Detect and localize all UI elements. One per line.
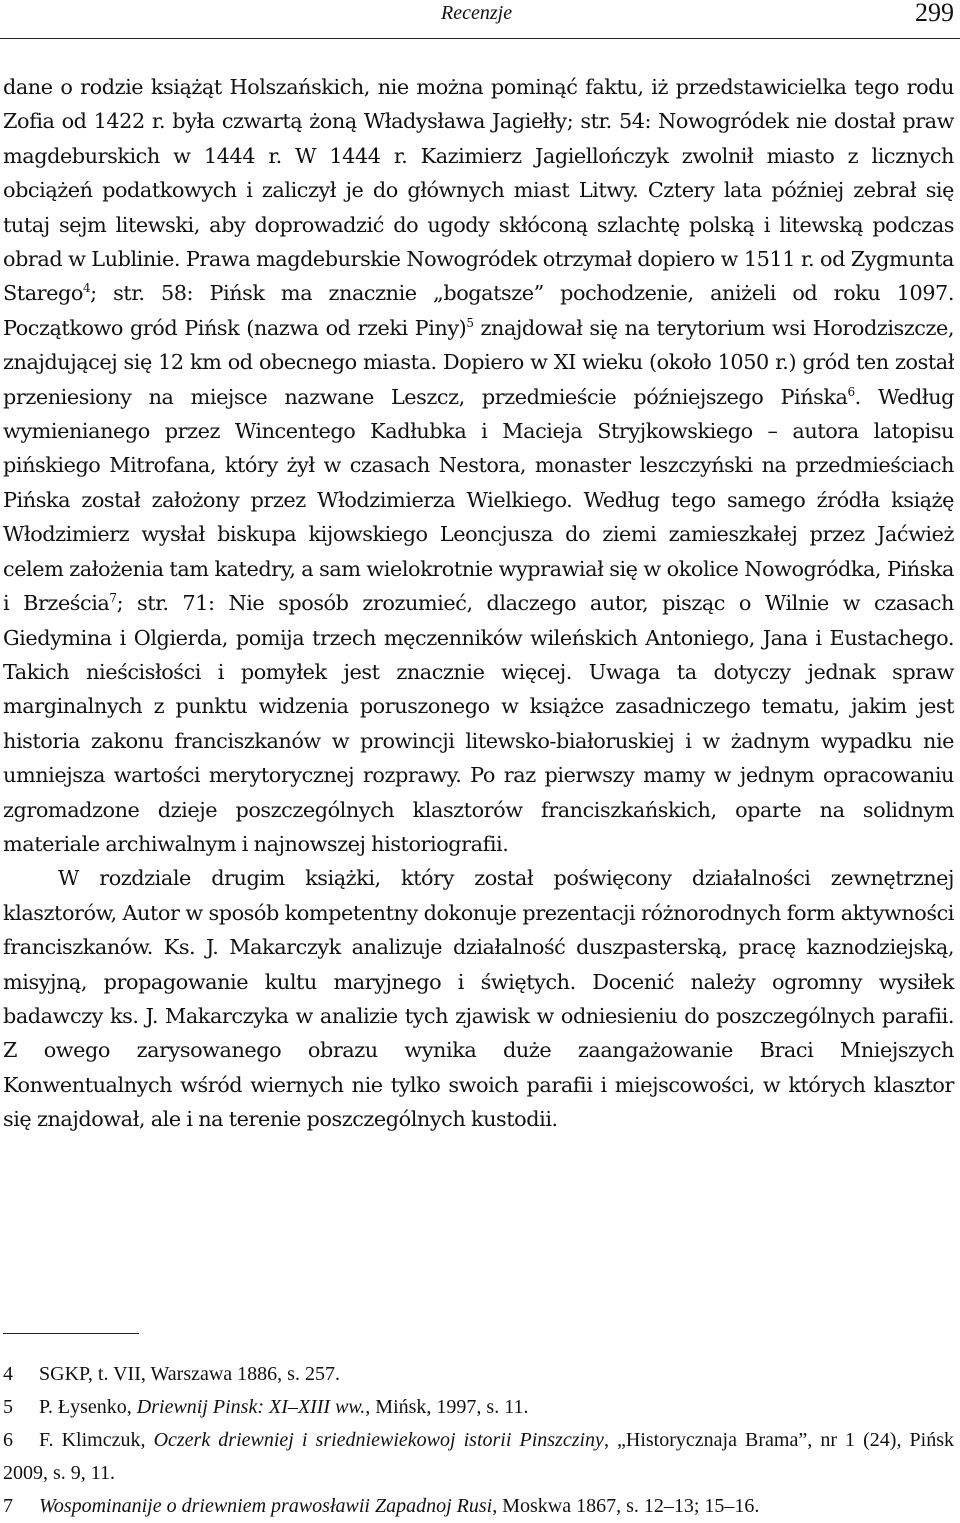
main-text — [3, 70, 954, 1137]
footnotes — [3, 1358, 954, 1523]
footnote-author: F. Klimczuk, — [39, 1429, 154, 1451]
footnote-number: 5 — [3, 1396, 13, 1418]
footnote-number: 6 — [3, 1429, 13, 1451]
paragraph-1 — [3, 70, 954, 861]
footnote-4 — [3, 1358, 954, 1391]
footnote-ref-6[interactable]: 6 — [847, 384, 855, 399]
footnote-details: , Mińsk, 1997, s. 11. — [365, 1396, 529, 1418]
footnote-title: Oczerk driewniej i sriedniewiekowoj istorii Pinszcziny — [153, 1429, 604, 1451]
footnote-7 — [3, 1490, 954, 1523]
paragraph-2: W rozdziale drugim książki, który został poświęcony działalności zewnętrznej klasztorów, Autor w sposób kompetentny dokonuje prezentacji różnorodnych form aktywności franciszkanów. Ks. J. Makarczyk analizuje działalność duszpasterską, pracę kaznodziejską, misyjną, propagowanie kultu maryjnego i świętych. Docenić należy ogromny wysiłek badawczy ks. J. Makarczyka w analizie tych zjawisk w odniesieniu do poszczególnych parafii. Z owego zarysowanego obrazu wynika duże zaangażowanie Braci Mniejszych Konwentualnych wśród wiernych nie tylko swoich parafii i miejscowości, w których klasztor się znajdował, ale i na terenie poszczególnych kustodii. — [3, 866, 954, 1132]
page-number: 299 — [915, 0, 954, 27]
text-run: ; str. 71: Nie sposób zrozumieć, dlaczego autor, pisząc o Wilnie w czasach Giedymina i Olgierda, pomija trzech męczenników wileńskich Antoniego, Jana i Eustachego. Takich nieścisłości i pomyłek jest znacznie więcej. Uwaga ta dotyczy jednak spraw marginalnych z punktu widzenia poruszonego w książce zasadniczego tematu, jakim jest historia zakonu franciszkanów w prowincji litewsko-białoruskiej i w żadnym wypadku nie umniejsza wartości merytorycznej rozprawy. Po raz pierwszy mamy w jednym opracowaniu zgromadzone dzieje poszczególnych klasztorów franciszkańskich, oparte na solidnym materiale archiwalnym i najnowszej historiografii. — [3, 591, 954, 856]
footnote-ref-7[interactable]: 7 — [109, 591, 117, 606]
footnote-details: , Moskwa 1867, s. 12–13; 15–16. — [492, 1495, 760, 1517]
footnote-number: 4 — [3, 1363, 13, 1385]
footnote-ref-5[interactable]: 5 — [466, 315, 474, 330]
footnote-separator — [3, 1333, 139, 1334]
text-run: dane o rodzie książąt Holszańskich, nie można pominąć faktu, iż przedstawicielka tego rodu Zofia od 1422 r. była czwartą żoną Władysława Jagiełły; str. 54: Nowogródek nie dostał praw magdeburskich w 1444 r. W 1444 r. Kazimierz Jagiellończyk zwolnił miasto z licznych obciążeń podatkowych i zaliczył je do głównych miast Litwy. Cztery lata później zebrał się tutaj sejm litewski, aby doprowadzić do ugody skłóconą szlachtę polską i litewską podczas obrad w Lublinie. Prawa magdeburskie Nowogródek otrzymał dopiero w 1511 r. od Zygmunta Starego — [3, 75, 954, 306]
footnote-text: SGKP, t. VII, Warszawa 1886, s. 257. — [39, 1363, 340, 1385]
footnote-title: Wospominanije o driewniem prawosławii Zapadnoj Rusi — [39, 1495, 493, 1517]
footnote-5 — [3, 1391, 954, 1424]
footnote-author: P. Łysenko, — [39, 1396, 137, 1418]
footnote-details: , „Historycznaja Brama”, nr 1 (24), Pińsk 2009, s. 9, 11. — [3, 1429, 955, 1484]
text-run: znajdował się na terytorium wsi Horodziszcze, znajdującej się 12 km od obecnego miasta. Dopiero w XI wieku (około 1050 r.) gród ten został przeniesiony na miejsce nazwane Leszcz, przedmieście późniejszego Pińska — [3, 315, 955, 409]
text-run: . Według wymienianego przez Wincentego Kadłubka i Macieja Stryjkowskiego – autora latopisu pińskiego Mitrofana, który żył w czasach Nestora, monaster leszczyński na przedmieściach Pińska został założony przez Włodzimierza Wielkiego. Według tego samego źródła książę Włodzimierz wysłał biskupa kijowskiego Leoncjusza do ziemi zamieszkałej przez Jaćwież celem założenia tam katedry, a sam wielokrotnie wyprawiał się w okolice Nowogródka, Pińska i Brześcia — [3, 384, 955, 616]
running-title: Recenzje — [441, 2, 513, 24]
footnote-title: Driewnij Pinsk: XI–XIII ww. — [136, 1396, 366, 1418]
text-run: ; str. 58: Pińsk ma znacznie „bogatsze” pochodzenie, aniżeli od roku 1097. Początkowo gród Pińsk (nazwa od rzeki Piny) — [3, 281, 954, 340]
footnote-ref-4[interactable]: 4 — [82, 281, 91, 296]
running-head — [0, 0, 960, 39]
footnote-6 — [3, 1424, 954, 1490]
footnote-number: 7 — [3, 1495, 13, 1517]
